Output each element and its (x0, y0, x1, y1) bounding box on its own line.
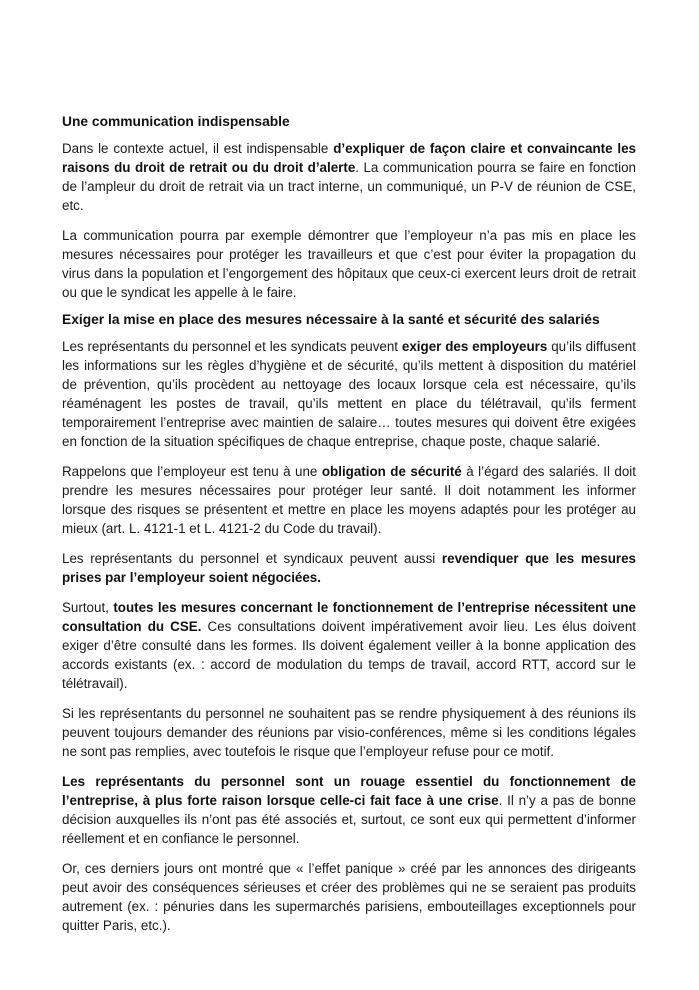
text-run: Ces consultations doivent impérativement avoir lieu. Les élus doivent exiger d’être consulté dans les formes. Ils doivent également veiller à la bonne application des accords existants (ex. : accord de modulation du temps de travail, accord RTT, accord sur le télétravail). (62, 619, 636, 691)
bold-run: Les représentants du personnel sont un rouage essentiel du fonctionnement de l’entreprise, à plus forte raison lorsque celle-ci fait face à une crise (62, 774, 636, 808)
text-run: Surtout, (62, 600, 114, 615)
paragraph-cse-consultation (62, 598, 636, 693)
paragraph-demand-employers (62, 337, 636, 451)
text-run: qu’ils diffusent les informations sur les règles d’hygiène et de sécurité, qu’ils mettent à disposition du matériel de prévention, qu’ils procèdent au nettoyage des locaux lorsque cela est nécessaire, qu’ils réaménagent les postes de travail, qu’ils mettent en place du télétravail, qu’ils ferment temporairement l’entreprise avec maintien de salaire… toutes mesures qui doivent être exigées en fonction de la situation spécifiques de chaque entreprise, chaque poste, chaque salarié. (62, 339, 636, 449)
bold-run: revendiquer que les mesures prises par l’employeur soient négociées. (62, 551, 636, 585)
text-run: Les représentants du personnel et syndicaux peuvent aussi (62, 551, 442, 566)
document-page (62, 112, 636, 935)
bold-run: obligation de sécurité (321, 464, 462, 479)
bold-run: exiger des employeurs (401, 339, 548, 354)
paragraph-panic-effect: Or, ces derniers jours ont montré que « l’effet panique » créé par les annonces des dirigeants peut avoir des conséquences sérieuses et créer des problèmes qui ne se seraient pas produits autrement (ex. : pénuries dans les supermarchés parisiens, embouteillages exceptionnels pour quitter Paris, etc.). (62, 861, 636, 933)
text-run: à l’égard des salariés. Il doit prendre les mesures nécessaires pour protéger leur santé. Il doit notamment les informer lorsque des risques se présentent et mettre en place les moyens adaptés pour les protéger au mieux (art. L. 4121-1 et L. 4121-2 du Code du travail). (62, 464, 636, 536)
paragraph-negotiate (62, 549, 636, 587)
bold-run: toutes les mesures concernant le fonctionnement de l’entreprise nécessitent une consultation du CSE. (62, 600, 636, 634)
bold-run: d’expliquer de façon claire et convaincante les raisons du droit de retrait ou du droit d’alerte (62, 141, 636, 175)
paragraph-essential-role (62, 772, 636, 848)
section-heading-measures: Exiger la mise en place des mesures nécessaire à la santé et sécurité des salariés (62, 312, 600, 327)
text-run: . La communication pourra se faire en fonction de l’ampleur du droit de retrait via un tract interne, un communiqué, un P-V de réunion de CSE, etc. (62, 160, 637, 213)
paragraph-video-meetings: Si les représentants du personnel ne souhaitent pas se rendre physiquement à des réunions ils peuvent toujours demander des réunions par visio-conférences, même si les conditions légales ne sont pas remplies, avec toutefois le risque que l’employeur refuse pour ce motif. (62, 706, 636, 759)
paragraph-explain (62, 139, 636, 215)
text-run: Rappelons que l’employeur est tenu à une (62, 464, 322, 479)
paragraph-safety-obligation (62, 462, 636, 538)
text-run: Dans le contexte actuel, il est indispensable (62, 141, 334, 156)
paragraph-demonstrate: La communication pourra par exemple démontrer que l’employeur n’a pas mis en place les mesures nécessaires pour protéger les travailleurs et que c’est pour éviter la propagation du virus dans la population et l’engorgement des hôpitaux que ceux-ci exercent leurs droit de retrait ou que le syndicat les appelle à le faire. (62, 228, 636, 300)
section-heading-communication: Une communication indispensable (62, 114, 290, 129)
text-run: Les représentants du personnel et les syndicats peuvent (62, 339, 402, 354)
text-run: . Il n’y a pas de bonne décision auxquelles ils n’ont pas été associés et, surtout, ce sont eux qui permettent d’informer réellement et en confiance le personnel. (62, 793, 636, 846)
